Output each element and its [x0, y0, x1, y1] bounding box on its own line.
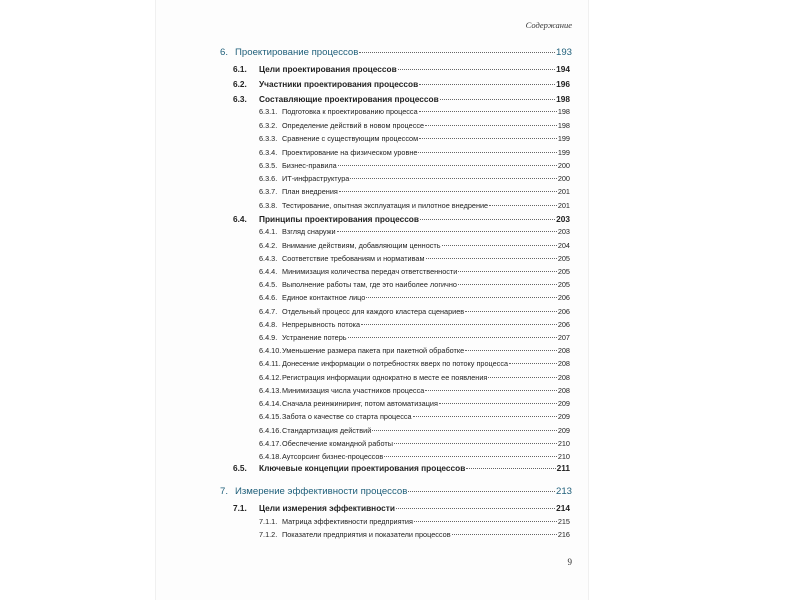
toc-entry-page: 198 [557, 121, 570, 130]
dot-leader [452, 534, 557, 535]
toc-entry-title: Выполнение работы там, где это наиболее логично [282, 280, 457, 289]
toc-entry[interactable] [259, 320, 570, 329]
toc-entry-page: 210 [557, 452, 570, 461]
toc-entry-number: 6.3.8. [259, 201, 278, 210]
toc-entry[interactable] [259, 452, 570, 461]
toc-entry-page: 209 [557, 426, 570, 435]
toc-entry[interactable] [259, 107, 570, 116]
toc-entry[interactable] [259, 399, 570, 408]
toc-entry-number: 6.4.3. [259, 254, 278, 263]
dot-leader [359, 52, 555, 53]
toc-entry-number: 7.1. [233, 503, 247, 513]
toc-entry-page: 205 [557, 280, 570, 289]
toc-entry-number: 6.4.15. [259, 412, 282, 421]
toc-entry[interactable] [259, 267, 570, 276]
toc-entry-page: 198 [556, 94, 570, 104]
toc-entry-page: 208 [557, 346, 570, 355]
dot-leader [414, 521, 557, 522]
toc-entry-number: 6.3.5. [259, 161, 278, 170]
toc-entry-page: 196 [556, 79, 570, 89]
toc-entry-number: 6.1. [233, 64, 247, 74]
toc-entry[interactable] [220, 486, 572, 497]
toc-entry-page: 204 [557, 241, 570, 250]
toc-entry[interactable] [220, 47, 572, 58]
toc-entry-number: 6.4.5. [259, 280, 278, 289]
toc-entry-number: 6. [220, 47, 229, 58]
dot-leader [398, 69, 555, 70]
toc-entry-page: 208 [557, 359, 570, 368]
dot-leader [408, 491, 555, 492]
dot-leader [394, 443, 557, 444]
toc-entry[interactable] [259, 359, 570, 368]
dot-leader [440, 99, 555, 100]
toc-entry-page: 216 [557, 530, 570, 539]
dot-leader [337, 231, 557, 232]
dot-leader [509, 363, 557, 364]
dot-leader [439, 403, 557, 404]
toc-entry-number: 6.4.7. [259, 307, 278, 316]
toc-entry-title: Сравнение с существующим процессом [282, 134, 419, 143]
dot-leader [442, 245, 557, 246]
dot-leader [348, 337, 557, 338]
running-header: Содержание [525, 20, 572, 30]
toc-entry-number: 6.4.6. [259, 293, 278, 302]
toc-entry-title: Забота о качестве со старта процесса [282, 412, 412, 421]
toc-entry-title: Проектирование процессов [235, 47, 359, 58]
toc-entry-number: 6.4. [233, 214, 247, 224]
toc-entry[interactable] [259, 293, 570, 302]
toc-entry-title: Внимание действиям, добавляющим ценность [282, 241, 441, 250]
toc-entry-title: ИТ-инфраструктура [282, 174, 350, 183]
toc-entry-title: Донесение информации о потребностях вверх по потоку процесса [282, 359, 509, 368]
toc-entry[interactable] [259, 227, 570, 236]
toc-entry-number: 6.4.11. [259, 359, 281, 368]
toc-entry-page: 199 [557, 148, 570, 157]
page-number: 9 [567, 557, 572, 567]
toc-entry-title: План внедрения [282, 187, 338, 196]
toc-entry-page: 206 [557, 307, 570, 316]
toc-entry-title: Участники проектирования процессов [259, 79, 419, 89]
dot-leader [384, 456, 557, 457]
toc-entry-number: 6.4.2. [259, 241, 278, 250]
toc-entry-page: 205 [557, 254, 570, 263]
toc-entry-number: 6.3.3. [259, 134, 278, 143]
toc-entry-title: Регистрация информации однократно в месте ее появления [282, 373, 488, 382]
toc-entry-title: Уменьшение размера пакета при пакетной обработке [282, 346, 465, 355]
toc-entry-title: Минимизация количества передач ответственности [282, 267, 458, 276]
toc-entry-number: 6.4.17. [259, 439, 282, 448]
toc-entry-page: 201 [557, 187, 570, 196]
toc-entry-page: 206 [557, 293, 570, 302]
toc-entry-page: 201 [557, 201, 570, 210]
toc-entry-number: 6.3.1. [259, 107, 278, 116]
toc-entry-page: 200 [557, 174, 570, 183]
dot-leader [350, 178, 556, 179]
toc-entry-page: 208 [557, 373, 570, 382]
toc-entry[interactable] [233, 94, 570, 104]
toc-entry-number: 6.4.4. [259, 267, 278, 276]
toc-entry-number: 6.5. [233, 463, 247, 473]
toc-entry-page: 198 [557, 107, 570, 116]
toc-entry-title: Показатели предприятия и показатели процессов [282, 530, 451, 539]
dot-leader [361, 324, 557, 325]
toc-entry-title: Подготовка к проектированию процесса [282, 107, 418, 116]
dot-leader [465, 311, 557, 312]
toc-entry[interactable] [259, 254, 570, 263]
toc-entry[interactable] [259, 148, 570, 157]
toc-entry-title: Непрерывность потока [282, 320, 361, 329]
toc-entry-title: Проектирование на физическом уровне [282, 148, 418, 157]
toc-entry-title: Стандартизация действий [282, 426, 372, 435]
toc-entry-page: 208 [557, 386, 570, 395]
toc-entry-title: Взгляд снаружи [282, 227, 336, 236]
dot-leader [372, 430, 557, 431]
toc-entry[interactable] [259, 373, 570, 382]
toc-entry-number: 6.4.10. [259, 346, 282, 355]
document-page [156, 0, 588, 600]
toc-entry-number: 7.1.1. [259, 517, 278, 526]
toc-entry-page: 209 [557, 412, 570, 421]
toc-entry-page: 214 [556, 503, 570, 513]
dot-leader [418, 152, 556, 153]
dot-leader [419, 111, 557, 112]
toc-entry-number: 6.4.8. [259, 320, 278, 329]
toc-entry-number: 7. [220, 486, 229, 497]
toc-entry-page: 205 [557, 267, 570, 276]
toc-entry-title: Сначала реинжиниринг, потом автоматизация [282, 399, 438, 408]
toc-entry-page: 207 [557, 333, 570, 342]
dot-leader [366, 297, 556, 298]
dot-leader [465, 350, 557, 351]
toc-entry[interactable] [259, 346, 570, 355]
toc-entry-number: 6.4.12. [259, 373, 282, 382]
toc-entry-page: 215 [557, 517, 570, 526]
dot-leader [489, 205, 557, 206]
toc-entry-number: 6.4.18. [259, 452, 282, 461]
toc-entry-number: 6.4.13. [259, 386, 282, 395]
toc-entry-title: Устранение потерь [282, 333, 347, 342]
toc-entry-page: 193 [555, 47, 572, 58]
dot-leader [488, 377, 556, 378]
toc-entry[interactable] [259, 412, 570, 421]
toc-entry-title: Определение действий в новом процессе [282, 121, 425, 130]
toc-entry-number: 6.3.6. [259, 174, 278, 183]
toc-entry[interactable] [259, 161, 570, 170]
toc-entry-number: 6.4.16. [259, 426, 282, 435]
toc-entry-title: Соответствие требованиям и нормативам [282, 254, 425, 263]
toc-entry[interactable] [259, 333, 570, 342]
toc-entry-page: 213 [555, 486, 572, 497]
toc-entry[interactable] [233, 79, 570, 89]
dot-leader [338, 165, 557, 166]
toc-entry-page: 210 [557, 439, 570, 448]
toc-entry-title: Тестирование, опытная эксплуатация и пилотное внедрение [282, 201, 489, 210]
toc-entry-number: 6.2. [233, 79, 247, 89]
toc-entry-title: Составляющие проектирования процессов [259, 94, 439, 104]
toc-entry-title: Цели измерения эффективности [259, 503, 395, 513]
toc-entry-title: Обеспечение командной работы [282, 439, 393, 448]
dot-leader [425, 390, 557, 391]
toc-entry[interactable] [259, 530, 570, 539]
toc-entry[interactable] [259, 241, 570, 250]
toc-entry[interactable] [233, 503, 570, 513]
toc-entry-title: Бизнес-правила [282, 161, 337, 170]
toc-entry-title: Матрица эффективности предприятия [282, 517, 413, 526]
dot-leader [396, 508, 555, 509]
toc-entry-page: 203 [557, 227, 570, 236]
toc-entry-number: 6.4.14. [259, 399, 282, 408]
toc-entry-number: 6.3.2. [259, 121, 278, 130]
dot-leader [420, 219, 555, 220]
toc-entry-page: 203 [556, 214, 570, 224]
toc-entry[interactable] [259, 386, 570, 395]
toc-entry-page: 194 [556, 64, 570, 74]
toc-entry-title: Цели проектирования процессов [259, 64, 397, 74]
toc-entry[interactable] [233, 214, 570, 224]
toc-entry-title: Отдельный процесс для каждого кластера сценариев [282, 307, 465, 316]
dot-leader [425, 125, 557, 126]
toc-entry[interactable] [259, 187, 570, 196]
toc-entry[interactable] [259, 517, 570, 526]
toc-entry-page: 200 [557, 161, 570, 170]
toc-entry-title: Аутсорсинг бизнес-процессов [282, 452, 384, 461]
toc-entry-title: Измерение эффективности процессов [235, 486, 408, 497]
toc-entry-title: Принципы проектирования процессов [259, 214, 419, 224]
toc-entry-page: 206 [557, 320, 570, 329]
toc-entry[interactable] [259, 307, 570, 316]
toc-entry-number: 6.4.1. [259, 227, 278, 236]
toc-entry[interactable] [233, 463, 570, 473]
dot-leader [413, 416, 557, 417]
toc-entry-page: 211 [556, 463, 570, 473]
toc-entry[interactable] [259, 134, 570, 143]
toc-entry[interactable] [259, 280, 570, 289]
dot-leader [339, 191, 557, 192]
toc-entry[interactable] [259, 426, 570, 435]
toc-entry[interactable] [259, 439, 570, 448]
dot-leader [458, 284, 557, 285]
dot-leader [466, 468, 555, 469]
toc-entry-number: 6.3. [233, 94, 247, 104]
dot-leader [426, 258, 557, 259]
toc-entry-page: 209 [557, 399, 570, 408]
toc-entry-page: 199 [557, 134, 570, 143]
toc-entry-number: 6.4.9. [259, 333, 278, 342]
dot-leader [419, 84, 555, 85]
toc-entry-number: 6.3.4. [259, 148, 278, 157]
toc-entry[interactable] [233, 64, 570, 74]
toc-entry-number: 6.3.7. [259, 187, 278, 196]
toc-entry-title: Ключевые концепции проектирования процессов [259, 463, 466, 473]
toc-entry-title: Единое контактное лицо [282, 293, 366, 302]
dot-leader [458, 271, 556, 272]
toc-entry-title: Минимизация числа участников процесса [282, 386, 425, 395]
toc-entry[interactable] [259, 201, 570, 210]
toc-entry-number: 7.1.2. [259, 530, 278, 539]
dot-leader [419, 138, 557, 139]
toc-entry[interactable] [259, 121, 570, 130]
toc-entry[interactable] [259, 174, 570, 183]
